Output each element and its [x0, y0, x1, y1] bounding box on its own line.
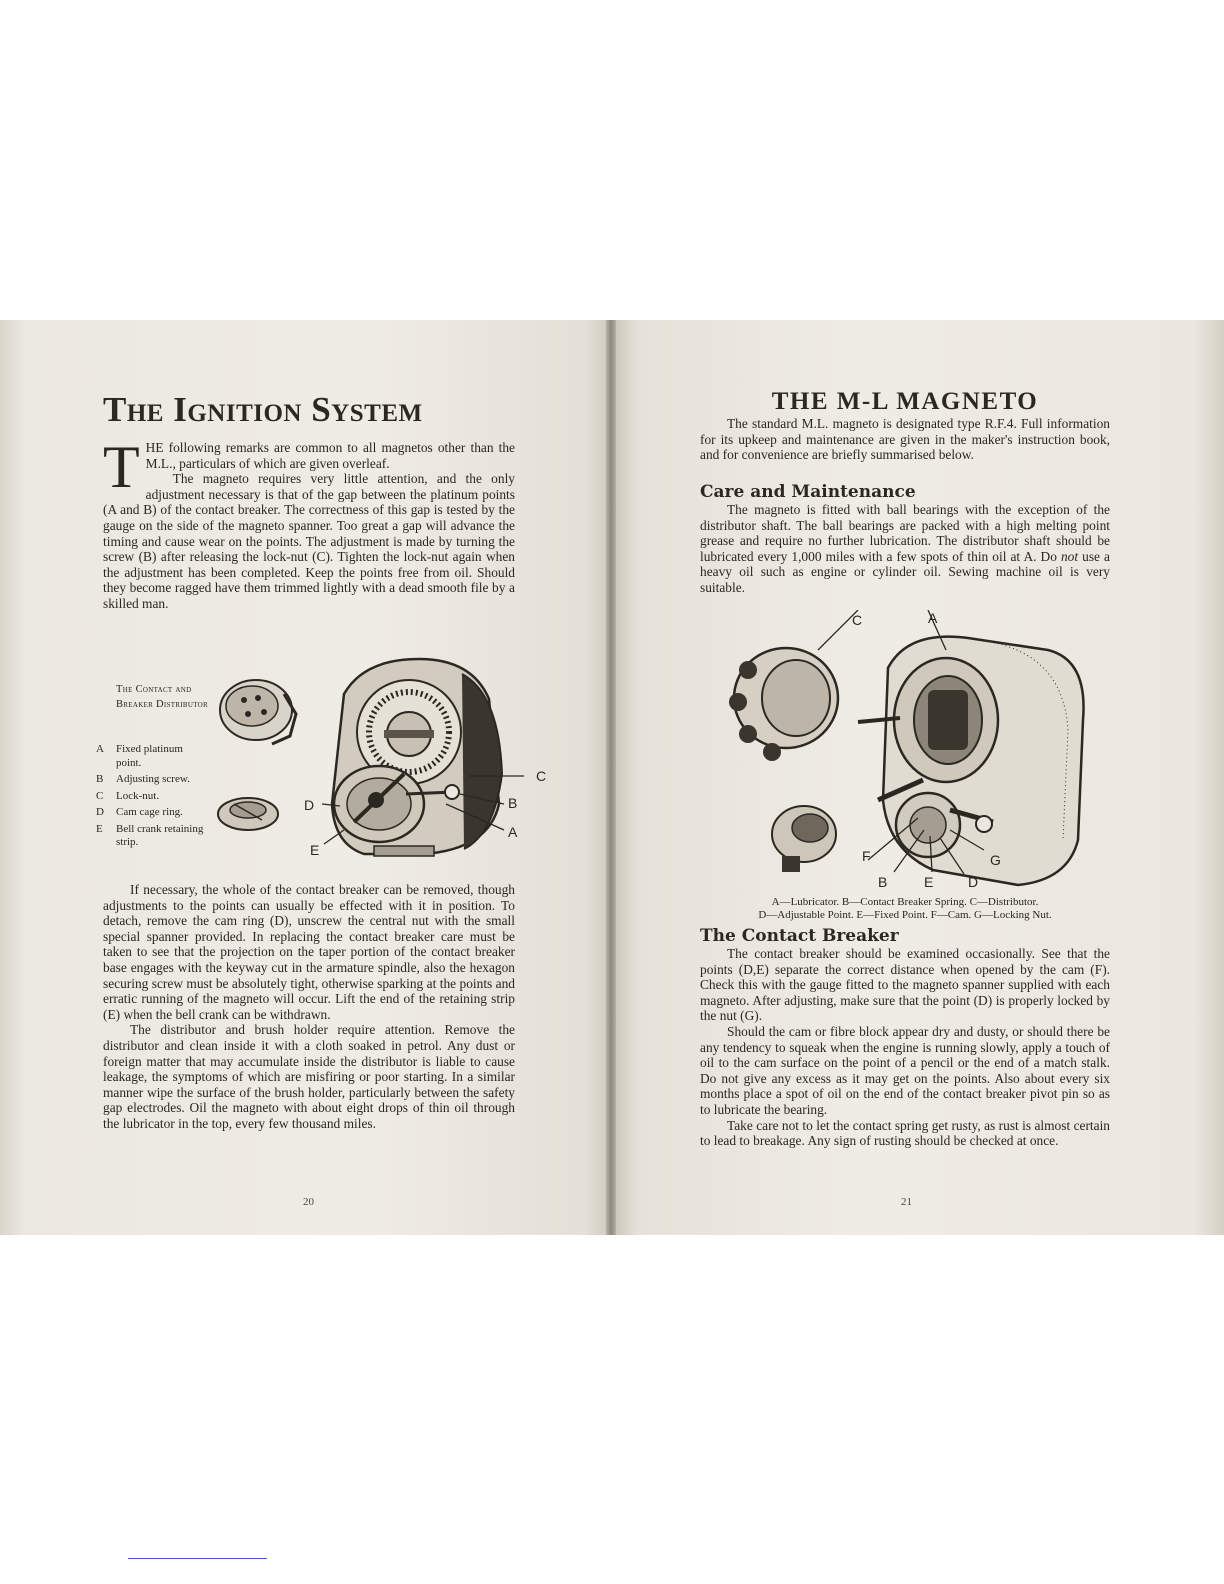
- breaker-paragraph-1: The contact breaker should be examined occasionally. See that the points (D,E) separate the correct distance when opened by the cam (F). Check this with the gauge fitted to the magneto spanner supplied with each magneto. After adjusting, make sure that the point (D) is properly locked by the nut (G).: [700, 946, 1110, 1024]
- page-number-right: 21: [901, 1196, 912, 1208]
- legend-item: [96, 790, 208, 804]
- legend-letter: D: [96, 806, 104, 818]
- care-text-emphasis: not: [1060, 548, 1079, 564]
- label-b: B: [878, 874, 888, 890]
- magneto-illustration: [718, 610, 1098, 900]
- legend-letter: C: [96, 789, 104, 802]
- left-paragraph-1: The magneto requires very little attention, and the only adjustment necessary is that of the gap between the platinum points (A and B) of the contact breaker. The correctness of this gap is tested by the gauge on the side of the magneto spanner. Too great a gap will advance the timing and cause wear on the points. The adjustment is made by turning the screw (B) after releasing the lock-nut (C). Tighten the lock-nut again when the adjustment has been completed. Keep the points free from oil. Should they become ragged have them trimmed lightly with a dead smooth file by a skilled man.: [103, 471, 515, 611]
- intro-paragraph: [103, 434, 515, 500]
- breaker-block: [700, 946, 1110, 1149]
- label-b: B: [508, 795, 518, 811]
- legend-item: [96, 806, 208, 820]
- legend-item: [96, 743, 208, 770]
- label-a: A: [508, 824, 518, 840]
- left-lower-text: [103, 882, 515, 1132]
- label-d: D: [304, 797, 315, 813]
- legend-text: Cam cage ring.: [116, 806, 183, 818]
- legend-letter: B: [96, 773, 104, 785]
- label-g: G: [990, 852, 1001, 868]
- label-e: E: [310, 842, 320, 858]
- right-intro-paragraph: The standard M.L. magneto is designated type R.F.4. Full information for its upkeep and maintenance are given in the maker's instruction book, and for convenience are briefly summarised below.: [700, 416, 1110, 463]
- contact-breaker-drawing: [214, 654, 547, 864]
- right-intro: [700, 416, 1110, 463]
- label-f: F: [862, 848, 871, 864]
- caption-line-2: D—Adjustable Point. E—Fixed Point. F—Cam. G—Locking Nut.: [758, 909, 1052, 921]
- care-heading: Care and Maintenance: [700, 482, 916, 502]
- book-gutter: [606, 320, 616, 1235]
- breaker-paragraph-3: Take care not to let the contact spring get rusty, as rust is almost certain to lead to breakage. Any sign of rusting should be checked at once.: [700, 1117, 1110, 1149]
- figure-legend: [96, 743, 208, 853]
- breaker-paragraph-2: Should the cam or fibre block appear dry and dusty, or should there be any tendency to squeak when the engine is running slowly, apply a touch of oil to the cam surface on the point of a pencil or the end of a match stalk. Do not give any excess as it may get on the points. Also about every six months place a spot of oil on the end of the contact breaker pivot pin so as to lubricate the bearing.: [700, 1023, 1110, 1117]
- page-number-left: 20: [303, 1196, 314, 1208]
- left-intro: [103, 434, 515, 612]
- label-a: A: [928, 610, 938, 626]
- drop-cap: T: [103, 434, 140, 500]
- legend-text: Bell crank retaining strip.: [116, 822, 204, 848]
- care-text-1: The magneto is fitted with ball bearings with the exception of the distributor shaft. The ball bearings are packed with a high melting point grease and require no further lubrication. The distributor shaft should be lubricated every 1,000 miles with a few spots of thin oil at A. Do: [700, 502, 1110, 564]
- care-text-2: use a heavy oil such as engine or cylinder oil. Sewing machine oil is very suitable.: [700, 548, 1110, 595]
- legend-text: Adjusting screw.: [116, 773, 190, 785]
- magneto-drawing: [718, 610, 1098, 900]
- legend-letter: A: [96, 743, 104, 755]
- label-d: D: [968, 874, 979, 890]
- hyperlink-underline[interactable]: [128, 1558, 267, 1559]
- magneto-figure-caption: [700, 896, 1110, 922]
- legend-item: [96, 773, 208, 787]
- legend-text: Fixed platinum point.: [116, 743, 183, 769]
- left-paragraph-3: The distributor and brush holder require attention. Remove the distributor and clean inside it with a cloth soaked in petrol. Any dust or foreign matter that may accumulate inside the distributor is liable to cause leakage, the symptoms of which are misfiring or poor starting. In a similar manner wipe the surface of the brush holder, particularly between the safety gap electrodes. Oil the magneto with about eight drops of thin oil through the lubricator in the top, every few thousand miles.: [103, 1022, 515, 1131]
- left-page-title: The Ignition System: [103, 390, 423, 429]
- figure-caption-title: The Contact and Breaker Distributor: [116, 684, 209, 710]
- label-e: E: [924, 874, 934, 890]
- breaker-heading: The Contact Breaker: [700, 926, 899, 946]
- left-paragraph-2: If necessary, the whole of the contact breaker can be removed, though adjustments to the points can usually be effected with it in position. To detach, remove the cam ring (D), unscrew the central nut with the small special spanner provided. In replacing the contact breaker care must be taken to see that the projection on the taper portion of the contact breaker base engages with the keyway cut in the armature spindle, also the hexagon securing screw must be absolutely tight, otherwise sparking at the points and erratic running of the magneto will occur. Lift the end of the retaining strip (E) when the bell crank can be withdrawn.: [103, 882, 515, 1022]
- label-c: C: [536, 768, 547, 784]
- label-c: C: [852, 612, 863, 628]
- caption-line-1: A—Lubricator. B—Contact Breaker Spring. C—Distributor.: [771, 896, 1039, 908]
- right-page-title: THE M-L MAGNETO: [771, 388, 1039, 415]
- legend-text: Lock-nut.: [116, 789, 160, 802]
- contact-breaker-illustration: [214, 654, 547, 864]
- legend-letter: E: [96, 822, 103, 835]
- legend-item: [96, 823, 208, 850]
- intro-rest: HE following remarks are common to all magnetos other than the M.L., particulars of which are given overleaf.: [145, 440, 515, 471]
- care-paragraph: [700, 502, 1110, 596]
- care-block: [700, 502, 1110, 596]
